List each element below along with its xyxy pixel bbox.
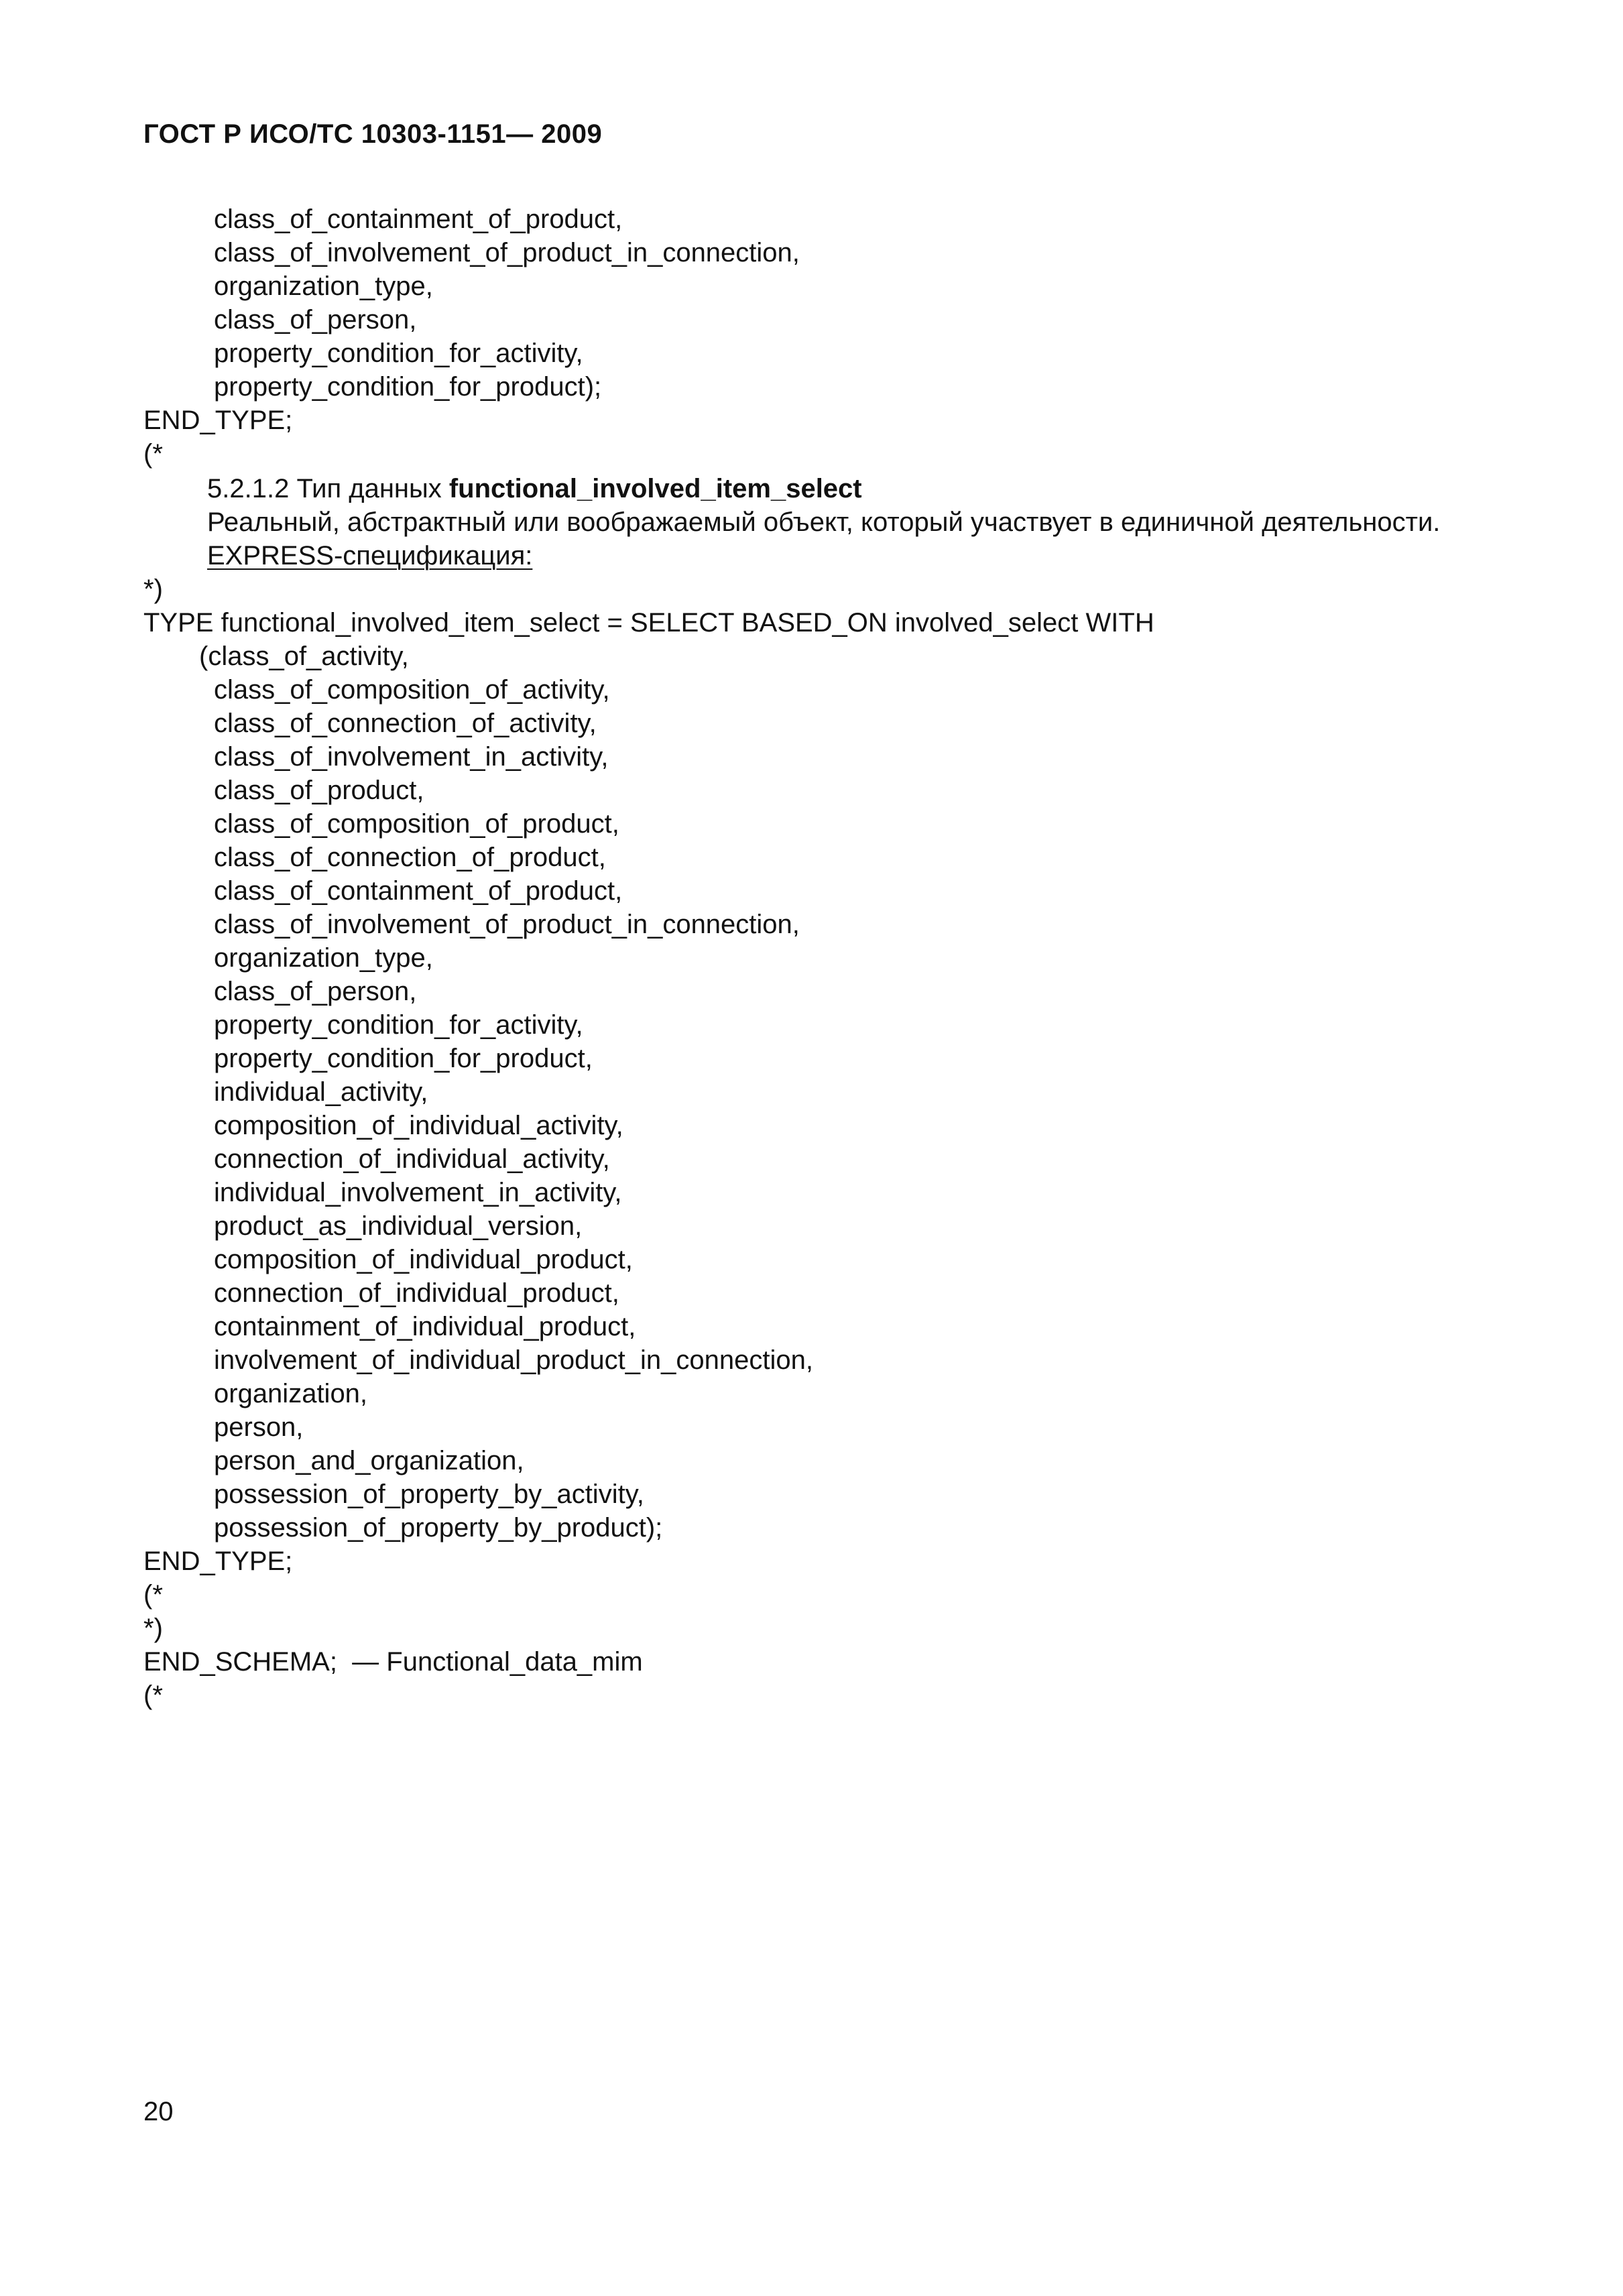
code-line: involvement_of_individual_product_in_connection, <box>214 1345 813 1375</box>
code-line: class_of_person, <box>214 305 417 335</box>
code-line: property_condition_for_activity, <box>214 1010 583 1040</box>
code-line: possession_of_property_by_product); <box>214 1513 663 1543</box>
express-spec-label <box>207 539 532 572</box>
code-line: connection_of_individual_product, <box>214 1278 619 1308</box>
page-number: 20 <box>143 2097 174 2126</box>
comment-open: (* <box>143 1681 163 1710</box>
code-line: property_condition_for_activity, <box>214 339 583 368</box>
comment-open: (* <box>143 1580 163 1610</box>
code-line: organization_type, <box>214 943 433 973</box>
comment-close: *) <box>143 1614 163 1643</box>
code-line: composition_of_individual_product, <box>214 1245 633 1274</box>
code-line: organization_type, <box>214 271 433 301</box>
code-line: property_condition_for_product, <box>214 1044 593 1073</box>
code-line: possession_of_property_by_activity, <box>214 1479 644 1509</box>
code-line: person_and_organization, <box>214 1446 524 1475</box>
code-line: class_of_person, <box>214 977 417 1006</box>
type-declaration: TYPE functional_involved_item_select = SELECT BASED_ON involved_select WITH <box>143 608 1154 638</box>
code-line: connection_of_individual_activity, <box>214 1144 610 1174</box>
code-line: class_of_containment_of_product, <box>214 204 623 234</box>
code-line: class_of_containment_of_product, <box>214 876 623 906</box>
standard-title: ГОСТ Р ИСО/ТС 10303-1151— 2009 <box>143 119 603 149</box>
section-number: 5.2.1.2 Тип данных <box>207 474 449 503</box>
end-type-keyword: END_TYPE; <box>143 1547 293 1576</box>
code-line: class_of_product, <box>214 776 424 805</box>
code-line: class_of_involvement_of_product_in_connection, <box>214 238 800 267</box>
code-line: class_of_involvement_of_product_in_connection, <box>214 910 800 939</box>
comment-close: *) <box>143 575 163 604</box>
end-type-keyword: END_TYPE; <box>143 406 293 435</box>
code-line: class_of_composition_of_product, <box>214 809 619 839</box>
section-type-name: functional_involved_item_select <box>448 474 862 503</box>
first-select-item: (class_of_activity, <box>199 642 409 671</box>
section-heading <box>207 472 862 505</box>
express-spec-label-text: EXPRESS-спецификация: <box>207 541 533 570</box>
code-line: person, <box>214 1412 304 1442</box>
code-line: containment_of_individual_product, <box>214 1312 636 1341</box>
code-line: class_of_connection_of_product, <box>214 843 606 872</box>
code-line: class_of_involvement_in_activity, <box>214 742 609 772</box>
code-line: class_of_connection_of_activity, <box>214 709 597 738</box>
code-line: composition_of_individual_activity, <box>214 1111 623 1140</box>
comment-open: (* <box>143 439 163 469</box>
code-line: product_as_individual_version, <box>214 1211 583 1241</box>
section-description: Реальный, абстрактный или воображаемый объект, который участвует в единичной деятельности. <box>207 507 1441 537</box>
code-line: class_of_composition_of_activity, <box>214 675 610 705</box>
code-line: property_condition_for_product); <box>214 372 602 402</box>
code-line: individual_involvement_in_activity, <box>214 1178 622 1207</box>
end-schema-statement: END_SCHEMA; — Functional_data_mim <box>143 1647 643 1677</box>
code-line: individual_activity, <box>214 1077 428 1107</box>
code-line: organization, <box>214 1379 368 1408</box>
